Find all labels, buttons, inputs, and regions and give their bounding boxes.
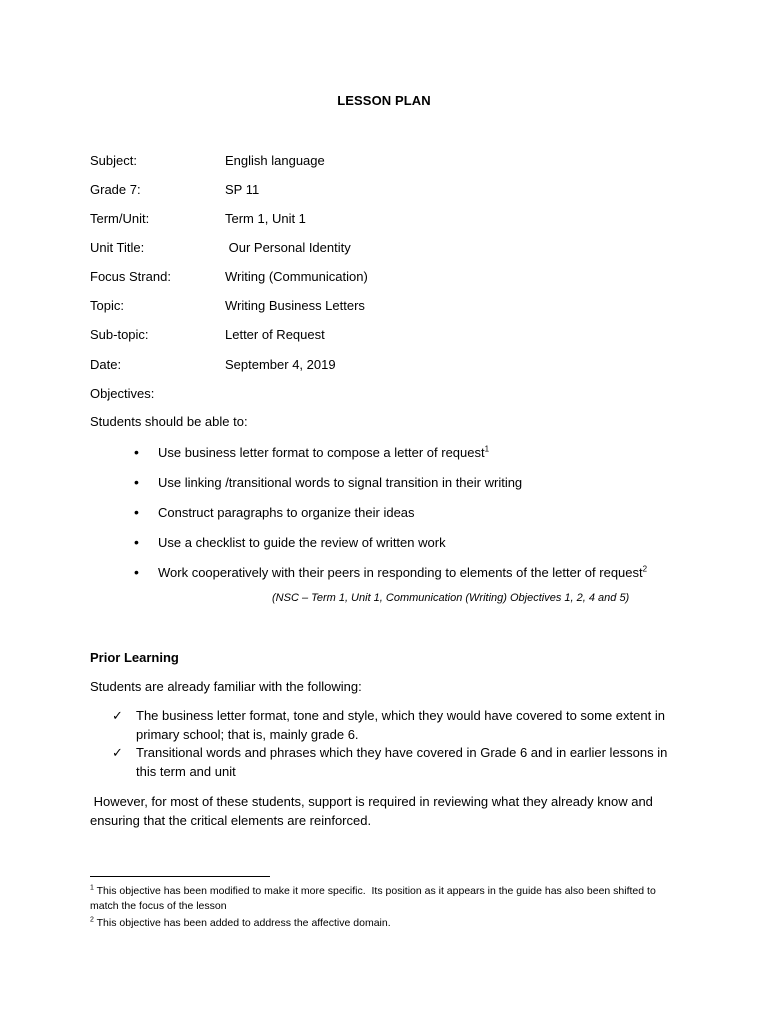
objective-item [134,564,647,580]
field-value: Writing (Communication) [225,269,368,284]
prior-item-text: The business letter format, tone and style, which they would have covered to some extent in primary school; that is, mainly grade 6. [136,708,665,742]
field-date [90,357,336,372]
field-value: Term 1, Unit 1 [225,211,306,226]
prior-learning-heading: Prior Learning [90,650,179,665]
prior-item [112,743,682,781]
field-label: Term/Unit: [90,211,150,226]
objective-text: Use a checklist to guide the review of written work [158,535,446,550]
objectives-intro: Students should be able to: [90,414,248,429]
field-focus-strand [90,269,368,284]
field-label: Grade 7: [90,182,141,197]
bullet-icon: • [134,564,139,580]
objective-text: Construct paragraphs to organize their ideas [158,505,415,520]
footnote-number: 1 [90,884,94,892]
bullet-icon: • [134,444,139,460]
field-grade [90,182,259,197]
field-value: September 4, 2019 [225,357,336,372]
field-sub-topic [90,327,325,342]
field-label: Focus Strand: [90,269,171,284]
footnote-separator [90,876,270,877]
prior-item [112,706,682,744]
checkmark-icon: ✓ [112,708,123,723]
objectives-heading: Objectives: [90,386,155,401]
closing-paragraph: However, for most of these students, support is required in reviewing what they already know and ensuring that the critical elements are reinforced. [90,794,657,828]
bullet-icon: • [134,504,139,520]
field-label: Date: [90,357,122,372]
objective-item [134,474,522,490]
objective-text: Use business letter format to compose a letter of request [158,445,485,460]
field-label: Subject: [90,153,137,168]
bullet-icon: • [134,474,139,490]
field-topic [90,298,365,313]
footnote-text: This objective has been modified to make it more specific. Its position as it appears in the guide has also been shifted to match the focus of the lesson [90,885,659,912]
footnote-ref: 2 [642,564,648,574]
field-unit-title [90,240,351,255]
field-value: SP 11 [225,182,260,197]
field-label: Topic: [90,298,124,313]
field-value: English language [225,153,325,168]
checkmark-icon: ✓ [112,745,123,760]
bullet-icon: • [134,534,139,550]
footnote-1 [90,884,670,914]
field-label: Unit Title: [90,240,145,255]
field-label: Sub-topic: [90,327,149,342]
footnote-text: This objective has been added to address the affective domain. [93,917,391,929]
objective-text: Use linking /transitional words to signal transition in their writing [158,475,523,490]
field-value: Letter of Request [225,327,325,342]
curriculum-citation: (NSC – Term 1, Unit 1, Communication (Writing) Objectives 1, 2, 4 and 5) [272,592,630,604]
objective-item [134,444,489,460]
field-value: Writing Business Letters [225,298,365,313]
objective-text: Work cooperatively with their peers in responding to elements of the letter of request [158,565,643,580]
field-term-unit [90,211,306,226]
field-subject [90,153,325,168]
footnote-ref: 1 [484,444,490,454]
field-value: Our Personal Identity [225,240,351,255]
footnote-number: 2 [90,916,94,924]
objective-item [134,534,446,550]
footnote-2 [90,916,670,931]
objective-item [134,504,415,520]
prior-item-text: Transitional words and phrases which they have covered in Grade 6 and in earlier lessons in this term and unit [136,745,668,779]
prior-learning-intro: Students are already familiar with the following: [90,679,362,694]
page-title: LESSON PLAN [337,93,431,108]
